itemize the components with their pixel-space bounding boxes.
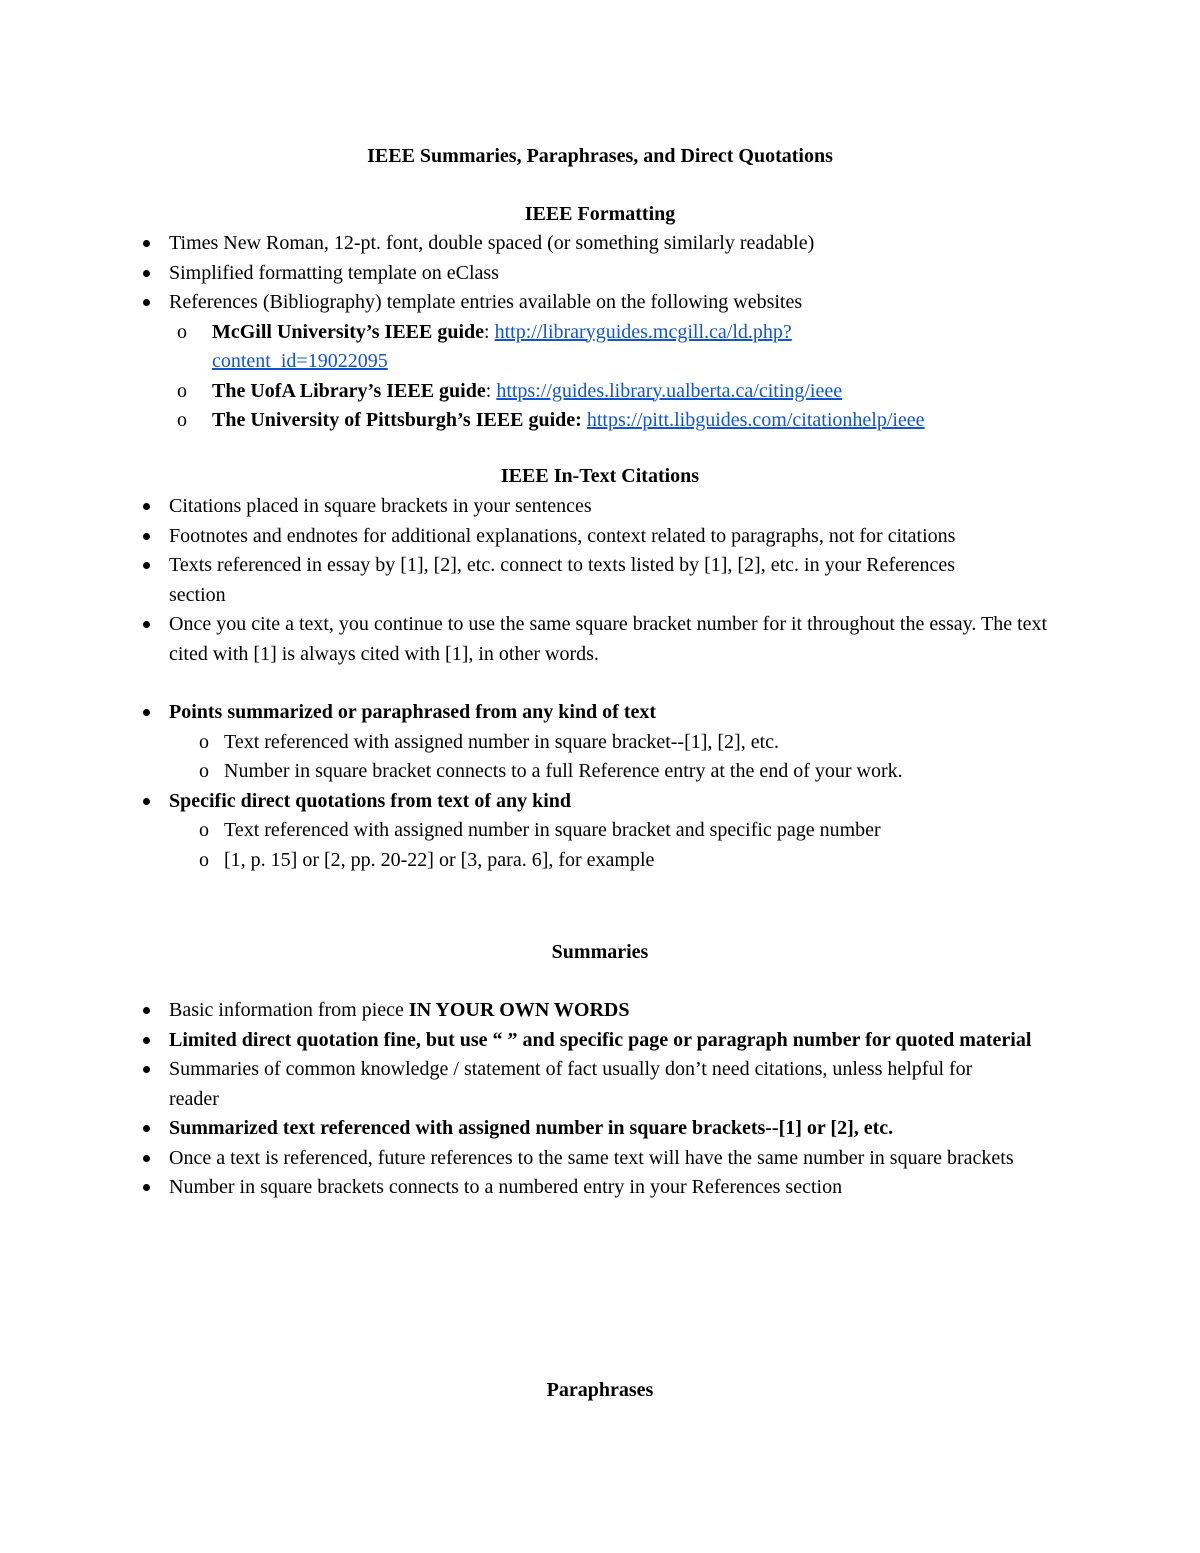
- circle-bullet-icon: o: [177, 409, 187, 431]
- bullet-icon: [143, 299, 150, 306]
- guide-item-mcgill: o McGill University’s IEEE guide: http://libraryguides.mcgill.ca/ld.php?content_id=19022095: [169, 318, 1070, 377]
- mcgill-guide-link[interactable]: http://libraryguides.mcgill.ca/ld.php?content_id=19022095: [212, 320, 792, 372]
- list-item: Specific direct quotations from text of any kind o Text referenced with assigned number in square bracket and specific page number o [1, p. 15] or [2, pp. 20-22] or [3, para. 6], for example: [0, 787, 1200, 876]
- summaries-list: [0, 996, 1200, 1203]
- guide-label: The University of Pittsburgh’s IEEE guide:: [212, 409, 582, 431]
- bullet-icon: [143, 533, 150, 540]
- in-text-heading: IEEE In-Text Citations: [500, 465, 700, 487]
- formatting-heading: IEEE Formatting: [524, 203, 676, 225]
- guide-item-pitt: [169, 406, 1070, 436]
- formatting-list: [0, 229, 1200, 436]
- list-item: Texts referenced in essay by [1], [2], etc. connect to texts listed by [1], [2], etc. in your References section: [0, 551, 1200, 610]
- list-item: Footnotes and endnotes for additional explanations, context related to paragraphs, not for citations: [0, 522, 1200, 552]
- circle-bullet-icon: o: [199, 819, 209, 841]
- sub-list-item: o [1, p. 15] or [2, pp. 20-22] or [3, para. 6], for example: [169, 846, 1070, 876]
- circle-bullet-icon: o: [177, 379, 187, 402]
- list-item: Once you cite a text, you continue to use the same square bracket number for it throughout the essay. The text cited with [1] is always cited with [1], in other words.: [0, 610, 1200, 669]
- circle-bullet-icon: o: [199, 760, 209, 782]
- guide-label: McGill University’s IEEE guide: [212, 320, 485, 343]
- ualberta-guide-link[interactable]: https://guides.library.ualberta.ca/citing/ieee: [496, 379, 843, 402]
- list-item: Summarized text referenced with assigned number in square brackets--[1] or [2], etc.: [0, 1114, 1200, 1144]
- list-item: Limited direct quotation fine, but use “ ” and specific page or paragraph number for quoted material: [0, 1026, 1200, 1056]
- list-item: References (Bibliography) template entries available on the following websites o McGill University’s IEEE guide: http://libraryguides.mcgill.ca/ld.php?content_id=19022095 o The UofA Library’s IEEE guide: https://guides.library.ualberta.ca/citing/ieee o The University of Pittsburgh’s IEEE guide: https://pitt.libguides.com/citationhelp/ieee: [0, 288, 1200, 436]
- list-item: Simplified formatting template on eClass: [0, 259, 1200, 289]
- list-item: Points summarized or paraphrased from any kind of text o Text referenced with assigned number in square bracket--[1], [2], etc. o Number in square bracket connects to a full Reference entry at the end of your work.: [0, 698, 1200, 787]
- in-text-list: [0, 492, 1200, 875]
- bullet-icon: [143, 240, 150, 247]
- bullet-icon: [143, 1184, 150, 1191]
- circle-bullet-icon: o: [199, 730, 209, 753]
- page-title: IEEE Summaries, Paraphrases, and Direct Quotations: [367, 145, 833, 167]
- paraphrases-heading: Paraphrases: [546, 1379, 654, 1401]
- circle-bullet-icon: o: [199, 848, 209, 871]
- list-item: Citations placed in square brackets in your sentences: [0, 492, 1200, 522]
- list-item: Number in square brackets connects to a numbered entry in your References section: [0, 1173, 1200, 1203]
- list-item: Summaries of common knowledge / statement of fact usually don’t need citations, unless helpful for reader: [0, 1055, 1200, 1114]
- list-item: Basic information from piece IN YOUR OWN WORDS: [0, 996, 1200, 1026]
- bullet-icon: [143, 1155, 150, 1162]
- bullet-icon: [143, 1037, 150, 1044]
- bullet-icon: [143, 1066, 150, 1073]
- guide-label: The UofA Library’s IEEE guide: [212, 379, 486, 402]
- summarized-sublist: [169, 728, 1070, 787]
- circle-bullet-icon: o: [177, 320, 187, 343]
- bullet-icon: [143, 798, 150, 805]
- quotations-sublist: [169, 816, 1070, 875]
- bullet-icon: [143, 621, 150, 628]
- bullet-icon: [143, 562, 150, 569]
- sub-list-item: o Text referenced with assigned number in square bracket and specific page number: [169, 816, 1070, 846]
- spacer: [0, 669, 1200, 698]
- bullet-icon: [143, 1125, 150, 1132]
- bullet-icon: [143, 709, 150, 716]
- pitt-guide-link[interactable]: https://pitt.libguides.com/citationhelp/ieee: [586, 409, 925, 431]
- bullet-icon: [143, 503, 150, 510]
- summaries-heading: Summaries: [551, 941, 649, 963]
- bullet-icon: [143, 1007, 150, 1014]
- sub-list-item: o Number in square bracket connects to a full Reference entry at the end of your work.: [169, 757, 1070, 787]
- bullet-icon: [143, 270, 150, 277]
- guide-item-ualberta: o The UofA Library’s IEEE guide: https://guides.library.ualberta.ca/citing/ieee: [169, 377, 1070, 407]
- list-item: Times New Roman, 12-pt. font, double spaced (or something similarly readable): [0, 229, 1200, 259]
- sub-list-item: o Text referenced with assigned number in square bracket--[1], [2], etc.: [169, 728, 1070, 758]
- guide-list: [169, 318, 1070, 436]
- list-item: Once a text is referenced, future references to the same text will have the same number in square brackets: [0, 1144, 1200, 1174]
